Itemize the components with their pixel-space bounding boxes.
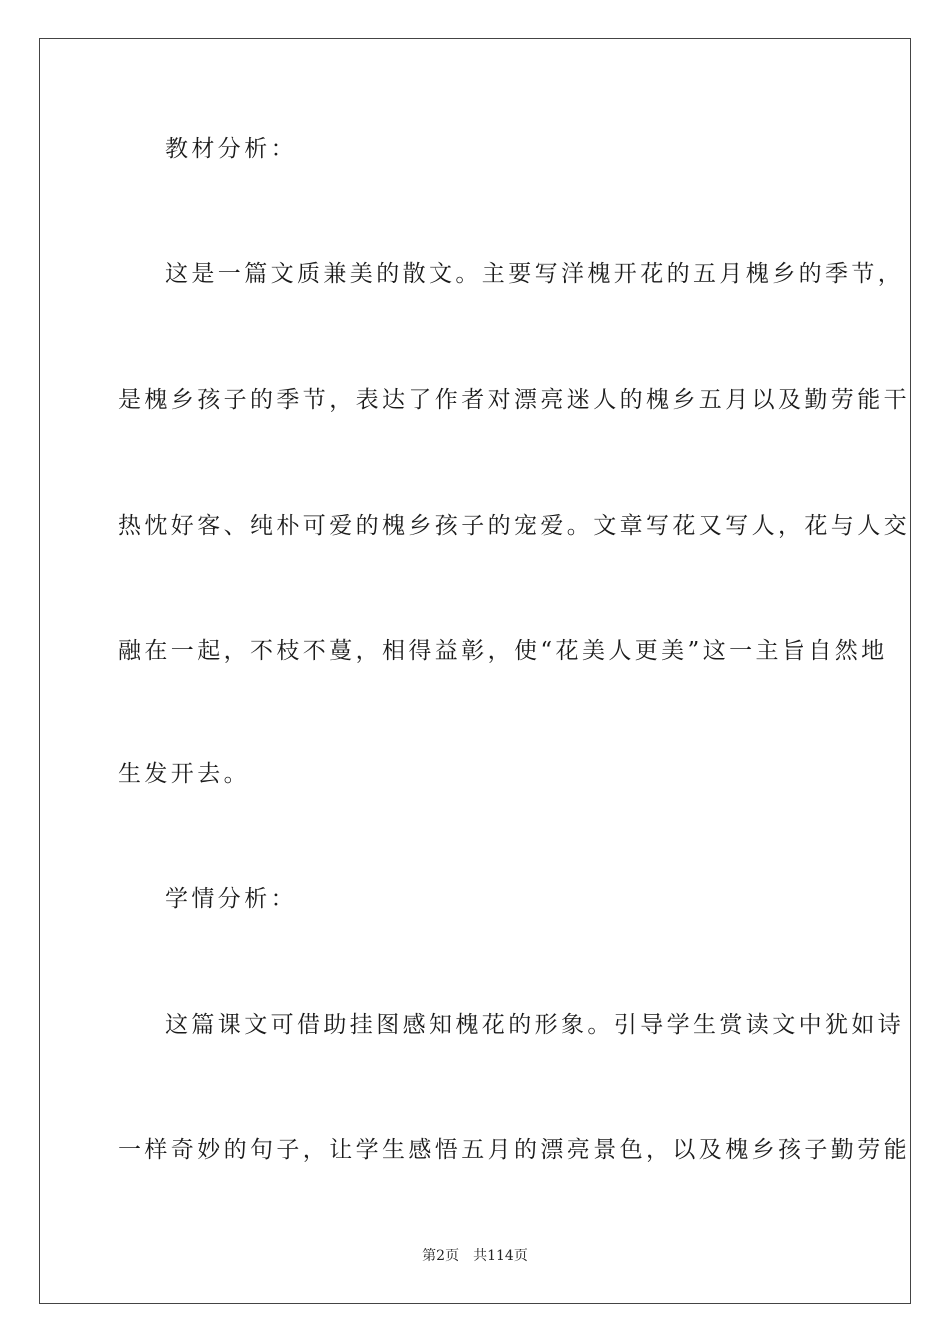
page-number: 第2页 <box>422 1248 460 1264</box>
page-footer <box>0 1247 950 1265</box>
paragraph-line: 这是一篇文质兼美的散文。主要写洋槐开花的五月槐乡的季节， <box>165 261 905 287</box>
page-border <box>39 38 911 1304</box>
paragraph-line: 这篇课文可借助挂图感知槐花的形象。引导学生赏读文中犹如诗 <box>165 1012 905 1038</box>
heading-learner-analysis: 学情分析： <box>165 886 297 912</box>
heading-textbook-analysis: 教材分析： <box>165 136 297 162</box>
paragraph-line: 生发开去。 <box>118 761 250 787</box>
paragraph-line: 一样奇妙的句子，让学生感悟五月的漂亮景色，以及槐乡孩子勤劳能 <box>118 1137 910 1163</box>
paragraph-line: 热忱好客、纯朴可爱的槐乡孩子的宠爱。文章写花又写人，花与人交 <box>118 513 910 539</box>
paragraph-line: 融在一起，不枝不蔓，相得益彰，使“花美人更美”这一主旨自然地 <box>118 638 888 664</box>
page-total: 共114页 <box>473 1248 528 1264</box>
paragraph-line: 是槐乡孩子的季节，表达了作者对漂亮迷人的槐乡五月以及勤劳能干 <box>118 387 910 413</box>
